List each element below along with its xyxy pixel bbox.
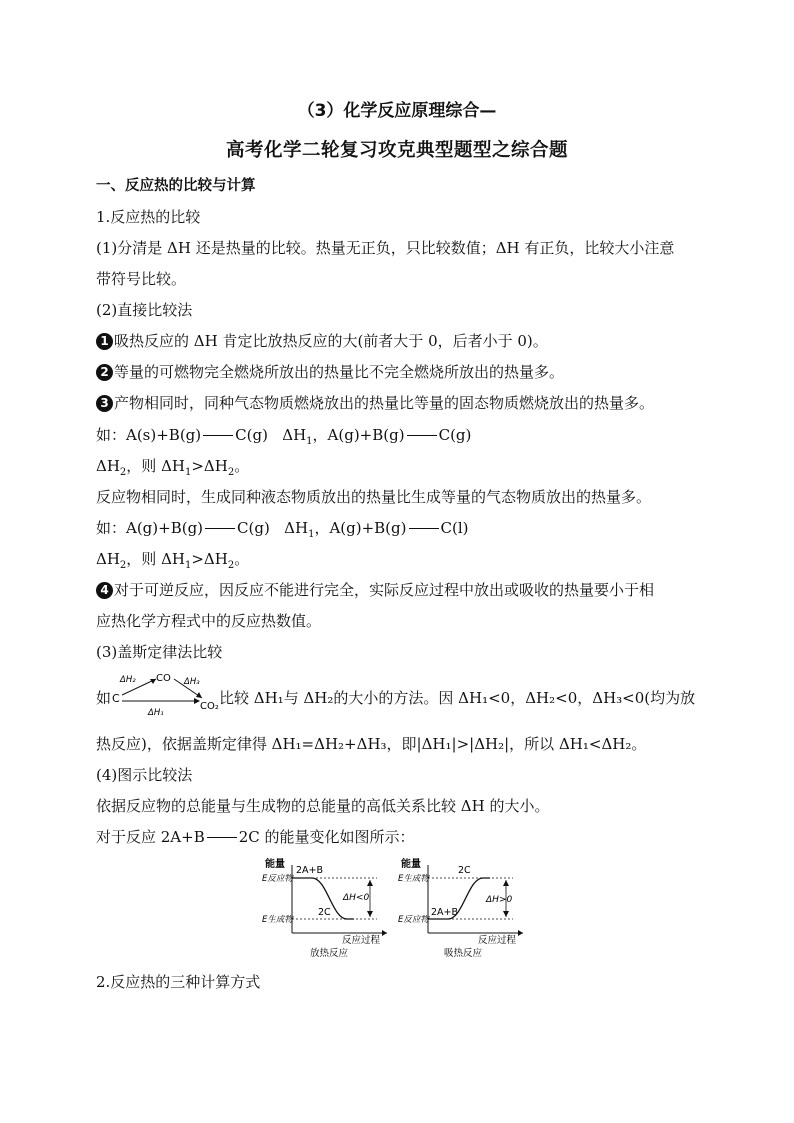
enthalpy-symbol: ΔH — [96, 550, 120, 568]
subheading-1: 1.反应热的比较 — [96, 208, 201, 226]
number-badge: 4 — [96, 582, 113, 599]
arrowhead — [367, 880, 373, 886]
e-bottom-label: E反应物 — [398, 915, 429, 925]
reaction-arrow — [205, 528, 235, 529]
subscript: 1 — [184, 560, 192, 571]
x-axis-arrowhead — [382, 930, 387, 936]
reaction-arrow — [407, 435, 437, 436]
list-item-text: 等量的可燃物完全燃烧所放出的热量比不完全燃烧所放出的热量多。 — [114, 363, 565, 381]
subscript: 1 — [308, 529, 315, 540]
paragraph-1a: (1)分清是 ΔH 还是热量的比较。热量无正负，只比较数值；ΔH 有正负，比较大小注意 — [96, 239, 675, 257]
dh2-label: ΔH₂ — [120, 675, 136, 685]
result-text: 。 — [234, 550, 250, 568]
list-item-1 — [96, 331, 548, 351]
y-axis-label: 能量 — [401, 859, 421, 870]
arrowhead — [503, 911, 509, 917]
product-species: 2C — [318, 907, 331, 918]
hess-text-1: 比较 ΔH₁与 ΔH₂的大小的方法。因 ΔH₁<0，ΔH₂<0，ΔH₃<0(均为放 — [219, 689, 696, 707]
number-badge: 1 — [96, 333, 113, 350]
exothermic-energy-diagram — [262, 855, 397, 960]
reaction-arrow — [207, 837, 237, 838]
equation-product: C(g) — [438, 426, 472, 444]
title-line-2: 高考化学二轮复习攻克典型题型之综合题 — [225, 140, 568, 161]
result-text: ，则 ΔH — [126, 550, 185, 568]
equation-product: C(g) — [237, 519, 270, 537]
equation-example-1 — [96, 425, 471, 452]
equation-reactants: ，A(g)+B(g) — [314, 519, 407, 537]
graph-paragraph-2 — [96, 827, 415, 847]
arrowhead — [367, 911, 373, 917]
carbon-label: C — [112, 692, 120, 705]
e-bottom-label: E生成物 — [262, 915, 293, 925]
x-axis-arrowhead — [518, 930, 523, 936]
enthalpy-symbol: ΔH — [282, 426, 307, 444]
result-text: 。 — [234, 457, 250, 475]
paragraph-1b: 带符号比较。 — [96, 270, 187, 288]
equation-reactants: ，A(g)+B(g) — [312, 426, 405, 444]
graph-paragraph-1: 依据反应物的总能量与生成物的总能量的高低关系比较 ΔH 的大小。 — [96, 797, 550, 815]
delta-h-label: ΔH>0 — [486, 895, 513, 905]
delta-h-label: ΔH<0 — [343, 893, 370, 903]
hess-cycle-diagram — [112, 670, 220, 720]
subscript: 2 — [119, 560, 127, 571]
paragraph-reactants-same: 反应物相同时，生成同种液态物质放出的热量比生成等量的气态物质放出的热量多。 — [96, 488, 652, 506]
equation-reactants: 如：A(s)+B(g) — [96, 426, 202, 444]
equation-result-2 — [96, 549, 249, 576]
enthalpy-symbol: ΔH — [284, 519, 309, 537]
result-text: >ΔH — [191, 457, 228, 475]
x-axis-label: 反应过程 — [342, 935, 381, 946]
text-part: 2C 的能量变化如图所示： — [238, 828, 415, 846]
y-axis-label: 能量 — [265, 859, 285, 870]
dh1-label: ΔH₁ — [148, 708, 164, 718]
reaction-arrow — [203, 435, 233, 436]
number-badge: 2 — [96, 364, 113, 381]
subscript: 1 — [306, 436, 313, 447]
dh3-label: ΔH₃ — [184, 677, 200, 687]
subscript: 2 — [119, 467, 127, 478]
equation-product: C(g) — [235, 426, 268, 444]
subscript: 2 — [227, 560, 235, 571]
equation-reactants: 如：A(g)+B(g) — [96, 519, 204, 537]
x-axis-label: 反应过程 — [478, 935, 517, 946]
enthalpy-symbol: ΔH — [96, 457, 120, 475]
product-species: 2C — [458, 865, 471, 876]
result-text: ，则 ΔH — [126, 457, 185, 475]
list-item-2 — [96, 362, 564, 382]
equation-example-2 — [96, 518, 468, 545]
reaction-arrow — [409, 528, 439, 529]
list-item-text: 对于可逆反应，因反应不能进行完全，实际反应过程中放出或吸收的热量要小于相 — [114, 581, 655, 599]
subheading-direct: (2)直接比较法 — [96, 301, 193, 319]
subscript: 2 — [227, 467, 235, 478]
reactant-species: 2A+B — [431, 907, 459, 918]
list-item-text: 产物相同时，同种气态物质燃烧放出的热量比等量的固态物质燃烧放出的热量多。 — [114, 394, 655, 412]
equation-product: C(l) — [440, 519, 469, 537]
subheading-hess: (3)盖斯定律法比较 — [96, 643, 223, 661]
co-label: CO — [156, 673, 171, 684]
equation-result-1 — [96, 456, 249, 483]
co2-label: CO₂ — [200, 701, 219, 712]
list-item-3 — [96, 393, 654, 413]
number-badge: 3 — [96, 395, 113, 412]
diagram-caption: 吸热反应 — [444, 948, 483, 959]
list-item-4 — [96, 580, 654, 600]
endothermic-energy-diagram — [398, 855, 533, 960]
result-text: >ΔH — [191, 550, 228, 568]
hess-text-2: 热反应)，依据盖斯定律得 ΔH₁=ΔH₂+ΔH₃，即|ΔH₁|>|ΔH₂|，所以 ΔH₁<ΔH₂。 — [96, 735, 647, 753]
hess-prefix: 如 — [96, 689, 112, 707]
diagram-caption: 放热反应 — [310, 948, 349, 959]
subheading-graph: (4)图示比较法 — [96, 766, 193, 784]
text-part: 对于反应 2A+B — [96, 828, 205, 846]
list-item-4-continued: 应热化学方程式中的反应热数值。 — [96, 612, 322, 630]
arrowhead — [503, 880, 509, 886]
e-top-label: E反应物 — [262, 874, 293, 884]
section-heading: 一、反应热的比较与计算 — [96, 178, 256, 194]
e-top-label: E生成物 — [398, 874, 429, 884]
subscript: 1 — [184, 467, 192, 478]
reactant-species: 2A+B — [296, 865, 324, 876]
subheading-2: 2.反应热的三种计算方式 — [96, 973, 261, 991]
title-line-1: （3）化学反应原理综合— — [297, 101, 497, 121]
list-item-text: 吸热反应的 ΔH 肯定比放热反应的大(前者大于 0，后者小于 0)。 — [114, 332, 548, 350]
